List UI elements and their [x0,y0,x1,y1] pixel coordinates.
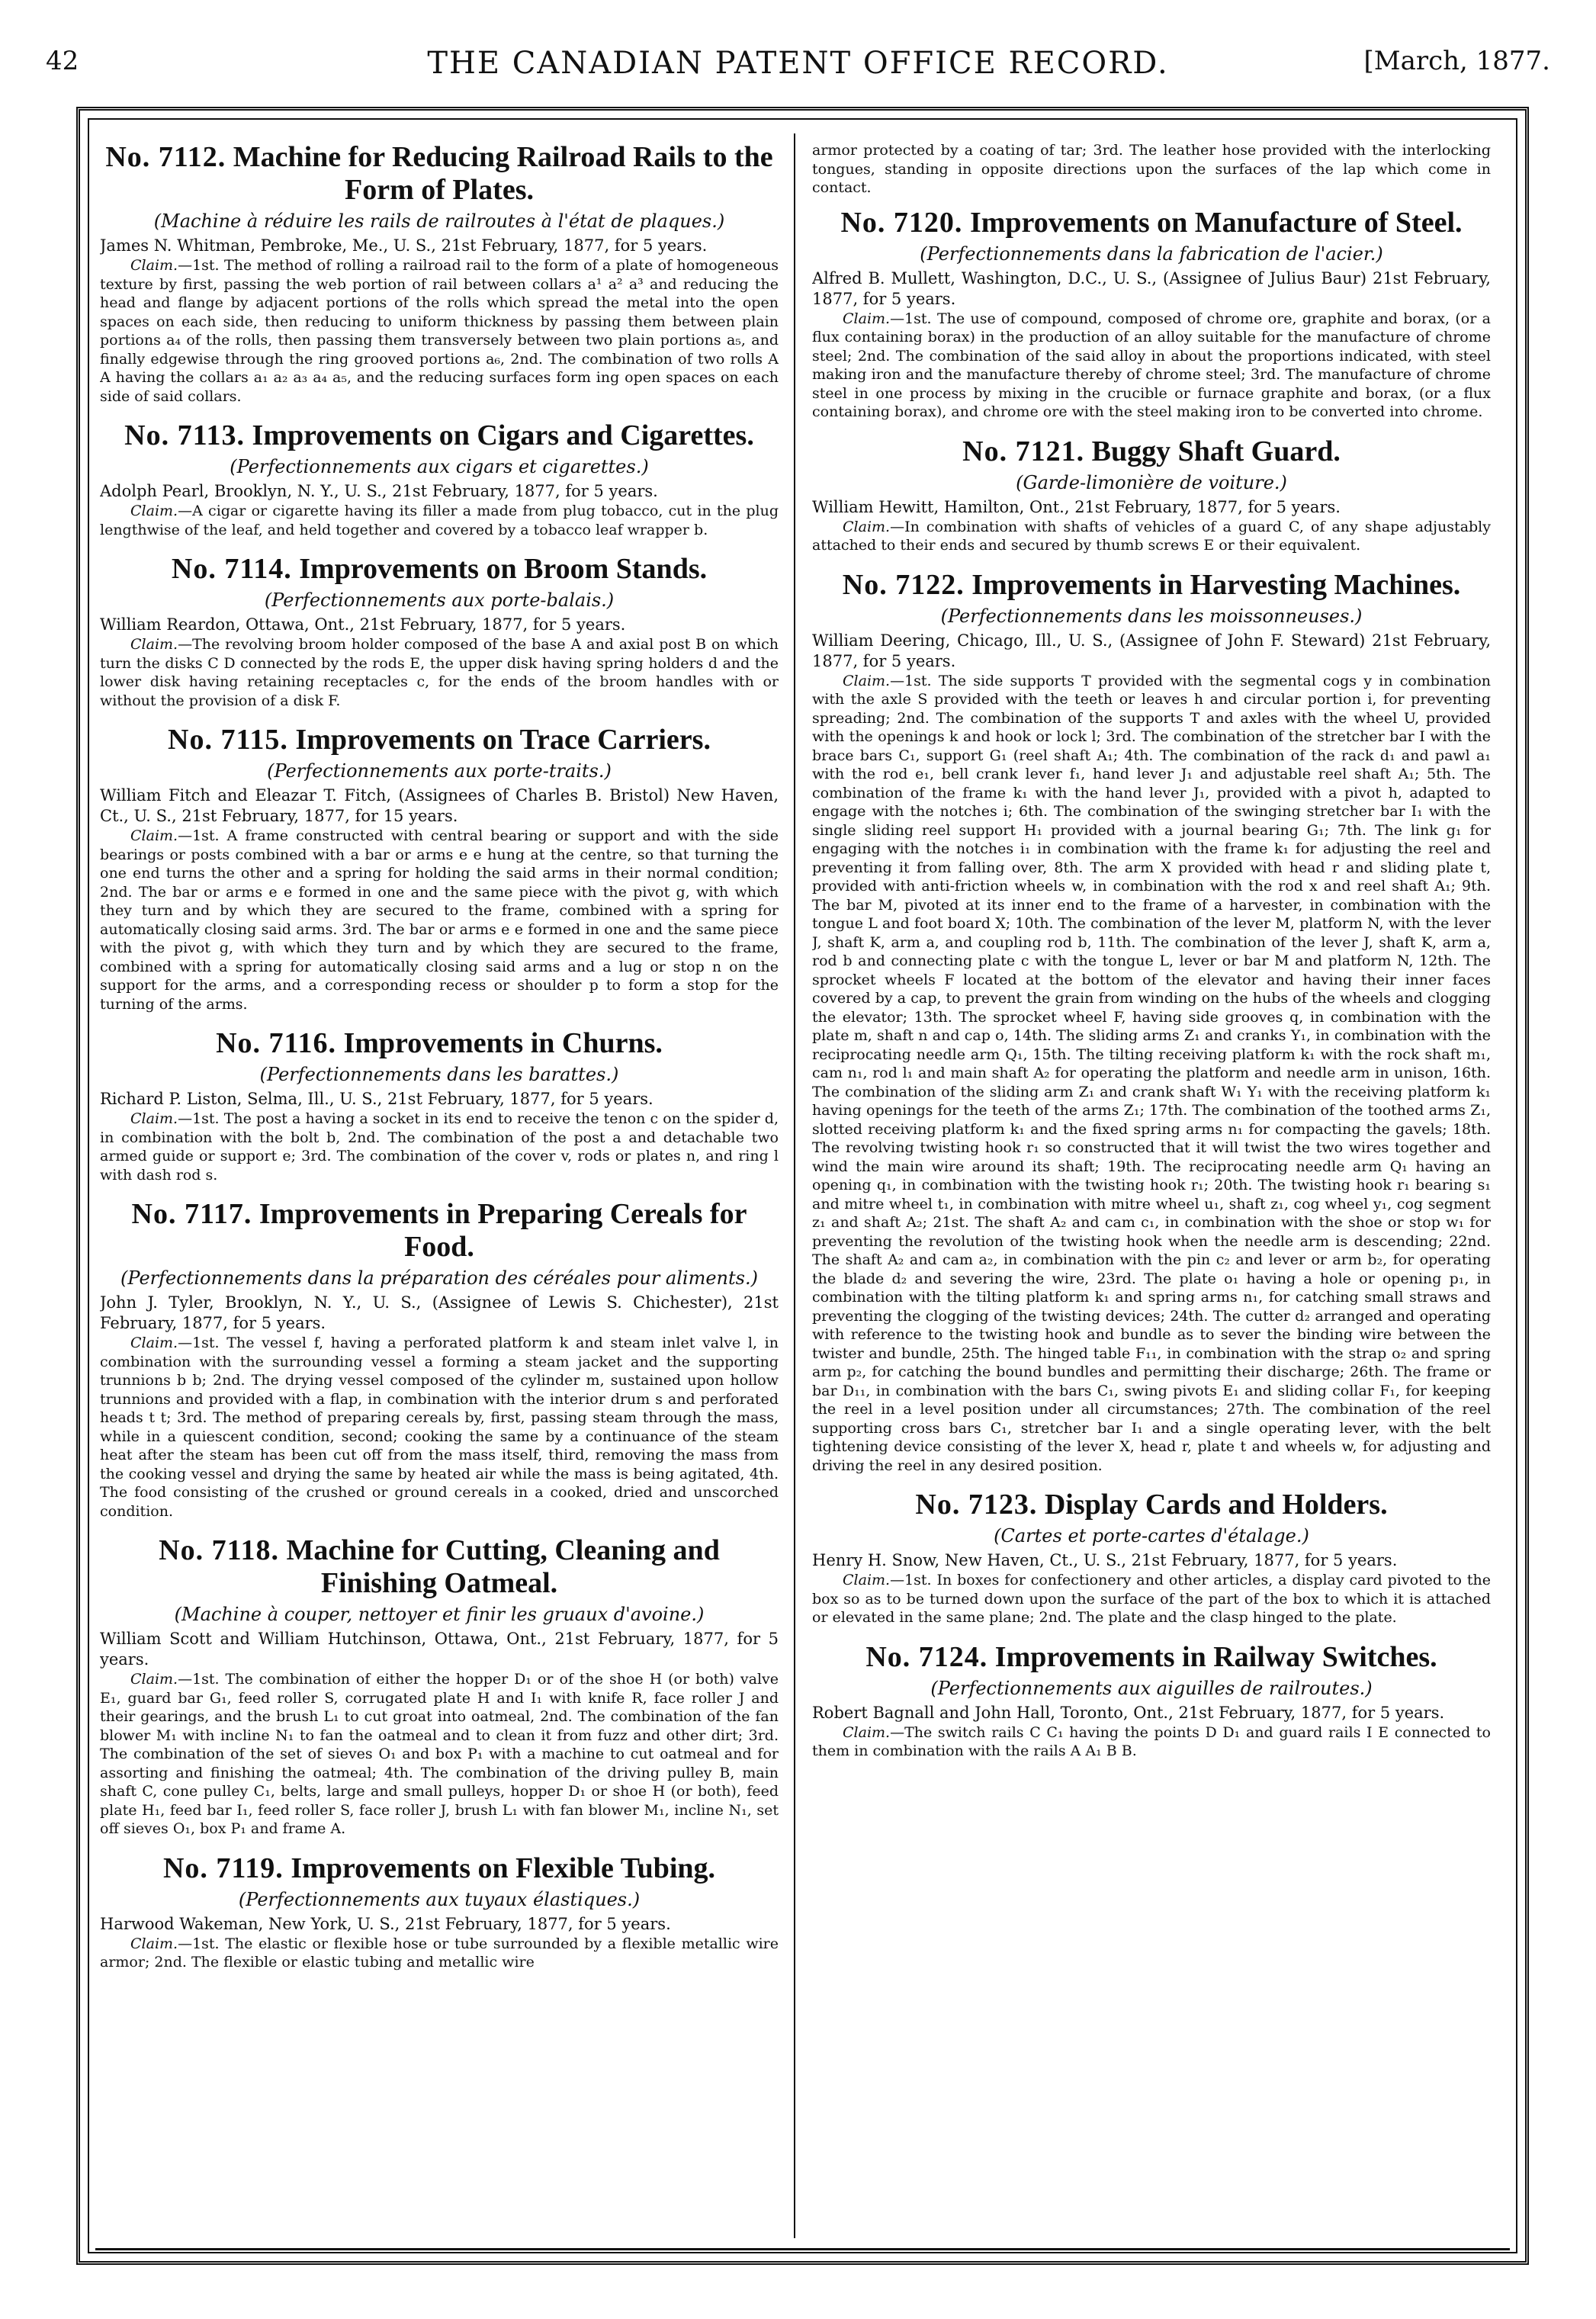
patent-title: Improvements in Railway Switches. [994,1640,1437,1673]
patent-number: No. 7114. [171,553,292,585]
page-frame [76,107,1529,2265]
claim-label: Claim. [843,672,891,689]
inventor-line: Alfred B. Mullett, Washington, D.C., U. S., (Assignee of Julius Baur) 21st February, 1877, for 5 years. [812,268,1491,308]
patent-entry [812,207,1491,422]
claim-label: Claim. [843,1572,891,1588]
claim-text [100,1670,779,1839]
patent-entry [100,1198,779,1521]
patent-heading [100,1852,779,1885]
claim-body: —1st. In boxes for confectionery and other articles, a display card pivoted to the box so as to be turned down upon the surface of the part of the box to which it is attached or elevated in the same plane; 2nd. The plate and the clasp hinged to the plate. [812,1572,1491,1626]
patent-entry [812,569,1491,1476]
claim-label: Claim. [130,1335,178,1351]
patent-title: Improvements in Harvesting Machines. [971,568,1461,601]
patent-heading [100,1198,779,1264]
patent-heading [100,141,779,207]
patent-title: Improvements in Churns. [343,1027,663,1059]
inventor-line: William Reardon, Ottawa, Ont., 21st February, 1877, for 5 years. [100,615,626,634]
french-title: (Perfectionnements dans la préparation des céréales pour aliments.) [120,1267,758,1289]
patent-title: Improvements on Broom Stands. [299,553,708,585]
french-title: (Perfectionnements aux tuyaux élastiques.) [238,1888,641,1910]
claim-text [100,502,779,539]
claim-text [812,1571,1491,1627]
claim-label: Claim. [130,827,178,844]
claim-body: —1st. The side supports T provided with the segmental cogs y in combination with the axle S provided with the teeth or leaves h and circular portion i, for preventing spreading; 2nd. The combination of the supports T and axles with the wheel U, provided with the openings k and hook or lock l; 3rd. The combination of the stretcher bar I with the brace bars C₁, support G₁ (reel shaft A₁; 4th. The combination of the rack d₁ and pawl a₁ with the rod e₁, bell crank lever f₁, hand lever J₁ and adjustable reel shaft A₁; 5th. The combination of the frame k₁ with the hand lever J₁, provided with a pivot h, adapted to engage with the notches i; 6th. The combination of the swinging stretcher bar I₁ with the single sliding reel support H₁ provided with a journal bearing G₁; 7th. The link g₁ for engaging with the notches i₁ in combination with the frame k₁ for adjusting the reel and preventing it from falling over, 8th. The arm X provided with head r and sliding plate t, provided with anti-friction wheels w, in combination with the rod x and reel shaft A₁; 9th. The bar M, pivoted at its inner end to the frame of a harvester, in combination with the tongue L and foot board X; 10th. The combination of the lever M, platform N, with the lever J, shaft K, arm a, and coupling rod b, 11th. The combination of the lever J, shaft K, arm a, rod b and connecting plate c with the tongue L, lever or bar M and platform N, 12th. The sprocket wheels F located at the bottom of the elevator and having their inner faces covered by a cap, to prevent the grain from winding on the hubs of the wheels and clogging the elevator; 13th. The sprocket wheel F, having side grooves q, in combination with the plate m, shaft n and cap o, 14th. The sliding arms Z₁ and cranks Y₁, in combination with the reciprocating needle arm Q₁, 15th. The tilting receiving platform k₁ with the rock shaft m₁, cam n₁, rod l₁ and main shaft A₂ for operating the platform and needle arm in unison, 16th. The combination of the sliding arm Z₁ and crank shaft W₁ Y₁ with the receiving platform k₁ having openings for the teeth of the arms Z₁; 17th. The combination of the toothed arms Z₁, slotted receiving platform k₁ and the fixed spring arms n₁ for compacting the gavels; 18th. The revolving twisting hook r₁ so constructed that it will twist the two wires together and wind the main wire around its shaft; 19th. The reciprocating needle arm Q₁ having an opening q₁, in combination with the twisting hook r₁; 20th. The twisting hook r₁ bearing s₁ and mitre wheel t₁, in combination with mitre wheel u₁, shaft z₁, cog wheel y₁, cog segment z₁ and shaft A₂; 21st. The shaft A₂ and cam c₁, in combination with the shoe or stop w₁ for preventing the revolution of the twisting hook when the needle arm is descending; 22nd. The shaft A₂ and cam a₂, in combination with the pin c₂ and lever or arm b₂, for operating the blade d₂ and severing the wire, 23rd. The plate o₁ having a hole or opening p₁, in combination with the tilting platform k₁ and spring arms n₁, for catching small straws and preventing the clogging of the twisting devices; 24th. The cutter d₂ arranged and operating with reference to the twisting hook and bundle as to sever the binding wire between the twister and bundle, 25th. The hinged table F₁₁, in combination with the strap o₂ and spring arm p₂, for catching the bound bundles and permitting their discharge; 26th. The frame or bar D₁₁, in combination with the bars C₁, swing pivots E₁ and sliding collar F₁, for keeping the reel in a level position under all circumstances; 27th. The combination of the reel supporting cross bars C₁, stretcher bar I₁ and a single operating lever, with the belt tightening device consisting of the lever X, head r, plate t and wheels w, for adjusting and driving the reel in any desired position. [812,672,1491,1474]
french-title: (Perfectionnements dans les moissonneuses.) [940,605,1363,627]
claim-text [100,635,779,710]
patent-number: No. 7122. [842,568,965,601]
patent-number: No. 7116. [216,1027,336,1059]
patent-number: No. 7118. [159,1534,280,1566]
inventor-line: Henry H. Snow, New Haven, Ct., U. S., 21st February, 1877, for 5 years. [812,1551,1398,1569]
patent-entry [100,1852,779,1972]
patent-entry [100,553,779,710]
claim-label: Claim. [130,1671,178,1688]
french-title: (Machine à couper, nettoyer et finir les gruaux d'avoine.) [174,1604,705,1625]
claim-label: Claim. [843,1723,891,1741]
patent-title: Machine for Reducing Railroad Rails to the Form of Plates. [233,141,773,206]
patent-entry [100,1027,779,1184]
claim-text [100,256,779,406]
claim-label: Claim. [843,518,891,535]
patent-entry [100,1534,779,1839]
claim-label: Claim. [130,503,178,519]
page-number: 42 [46,46,79,76]
patent-number: No. 7124. [865,1640,988,1673]
french-title: (Perfectionnements aux porte-traits.) [267,760,612,782]
patent-title: Machine for Cutting, Cleaning and Finishing Oatmeal. [286,1534,720,1599]
claim-text [812,310,1491,422]
claim-body: —1st. The elastic or flexible hose or tube surrounded by a flexible metallic wire armor; 2nd. The flexible or elastic tubing and metallic wire [100,1935,779,1971]
inventor-line: William Fitch and Eleazar T. Fitch, (Assignees of Charles B. Bristol) New Haven, Ct., U. S., 21st February, 1877, for 15 years. [100,786,779,825]
claim-body: —A cigar or cigarette having its filler a made from plug tobacco, cut in the plug lengthwise of the leaf, and held together and covered by a tobacco leaf wrapper b. [100,503,779,538]
inventor-line: John J. Tyler, Brooklyn, N. Y., U. S., (Assignee of Lewis S. Chichester), 21st February, 1877, for 5 years. [100,1293,779,1332]
french-title: (Cartes et porte-cartes d'étalage.) [994,1525,1309,1547]
claim-body: —1st. The combination of either the hopper D₁ or of the shoe H (or both) valve E₁, guard bar G₁, feed roller S, corrugated plate H and I₁ with knife R, face roller J and their gearings, and the brush L₁ to cut groat into oatmeal, 2nd. The combination of the fan blower M₁ with incline N₁ to fan the oatmeal and to clean it from fuzz and other dirt; 3rd. The combination of the set of sieves O₁ and box P₁ with a machine to cut oatmeal and for assorting and finishing the oatmeal; 4th. The combination of the driving pulley B, main shaft C, cone pulley C₁, belts, large and small pulleys, hopper D₁ or shoe H (or both), feed plate H₁, feed bar I₁, feed roller S, face roller J, brush L₁ with fan blower M₁, incline N₁, set off sieves O₁, box P₁ and frame A. [100,1671,779,1837]
claim-label: Claim. [130,257,178,274]
patent-number: No. 7119. [162,1852,284,1884]
patent-title: Improvements on Cigars and Cigarettes. [252,419,754,451]
inventor-line: Richard P. Liston, Selma, Ill., U. S., 21st February, 1877, for 5 years. [100,1090,653,1108]
patent-heading [812,1641,1491,1674]
inventor-line: William Deering, Chicago, Ill., U. S., (Assignee of John F. Steward) 21st February, 1877, for 5 years. [812,631,1491,670]
claim-body: —1st. The post a having a socket in its end to receive the tenon c on the spider d, in combination with the bolt b, 2nd. The combination of the post a and detachable two armed guide or support e; 3rd. The combination of the cover v, rods or plates n, and ring l with dash rod s. [100,1110,779,1184]
claim-body: —The switch rails C C₁ having the points D D₁ and guard rails I E connected to them in combination with the rails A A₁ B B. [812,1723,1491,1759]
patent-number: No. 7115. [168,724,288,756]
continued-claim: armor protected by a coating of tar; 3rd. The leather hose provided with the interlocking tongues, standing in opposite directions upon the surfaces of the lap which come in contact. [812,142,1491,196]
patent-heading [100,1027,779,1060]
claim-text [100,1110,779,1184]
page-header [46,46,1550,92]
publication-title: THE CANADIAN PATENT OFFICE RECORD. [427,46,1169,81]
patent-number: No. 7112. [105,141,226,173]
claim-body: —1st. A frame constructed with central bearing or support and with the side bearings or posts combined with a bar or arms e e hung at the centre, so that turning the one end turns the other and a spring for holding the said arms in their normal condition; 2nd. The bar or arms e e formed in one and the same piece with the pivot g, with which they turn and by which they are secured to the frame, combined with a spring for automatically closing said arms. 3rd. The bar or arms e e formed in one and the same piece with the pivot g, with which they turn and by which they are secured to the frame, combined with a spring for automatically closing said arms and a lug or stop n on the support for the arms, and a corresponding recess or shoulder p to form a stop for the turning of the arms. [100,827,779,1013]
patent-number: No. 7117. [131,1198,252,1230]
patent-heading [812,435,1491,468]
patent-title: Improvements on Trace Carriers. [295,724,711,756]
patent-heading [812,569,1491,602]
patent-entry [100,141,779,406]
patent-heading [812,1489,1491,1521]
claim-label: Claim. [130,636,178,653]
french-title: (Perfectionnements aux cigars et cigarettes.) [230,456,649,477]
claim-text [100,1935,779,1972]
patent-entry [100,724,779,1013]
patent-title: Buggy Shaft Guard. [1091,435,1341,467]
patent-entry [812,1489,1491,1627]
french-title: (Perfectionnements aux porte-balais.) [264,589,615,611]
claim-body: —1st. The method of rolling a railroad rail to the form of a plate of homogeneous texture by first, passing the web portion of rail between collars a¹ a² a³ and reducing the head and flange by adjacent portions of the rolls which spread the metal into the open spaces on each side, then reducing to uniform thickness by passing them between plain portions a₄ of the rolls, then passing them transversely between two plain portions a₅, and finally edgewise through the ring grooved portions a₆, 2nd. The combination of two rolls A A having the collars a₁ a₂ a₃ a₄ a₅, and the reducing surfaces form ing open spaces on each side of said collars. [100,257,779,405]
patent-heading [100,1534,779,1600]
claim-label: Claim. [843,310,891,327]
bottom-rule [95,2248,1510,2250]
patent-number: No. 7121. [962,435,1085,467]
patent-number: No. 7120. [840,206,963,239]
french-title: (Perfectionnements dans les barattes.) [259,1064,619,1085]
left-column [100,141,779,2238]
claim-label: Claim. [130,1110,178,1127]
claim-text [812,1723,1491,1761]
patent-title: Improvements on Flexible Tubing. [291,1852,716,1884]
patent-number: No. 7113. [124,419,246,451]
claim-label: Claim. [130,1935,178,1952]
claim-body: —The revolving broom holder composed of the base A and axial post B on which turn the disks C D connected by the rods E, the upper disk having spring holders d and the lower disk having retaining receptacles c, for the ends of the broom handles with or without the provision of a disk F. [100,636,779,709]
claim-text [812,518,1491,555]
patent-heading [100,724,779,756]
patent-title: Improvements on Manufacture of Steel. [969,206,1463,239]
inventor-line: Harwood Wakeman, New York, U. S., 21st February, 1877, for 5 years. [100,1914,671,1933]
claim-text [812,672,1491,1476]
patent-heading [812,207,1491,239]
patent-title: Improvements in Preparing Cereals for Food. [259,1198,747,1263]
french-title: (Perfectionnements dans la fabrication de l'acier.) [920,242,1383,265]
inventor-line: William Scott and William Hutchinson, Ottawa, Ont., 21st February, 1877, for 5 years. [100,1630,779,1669]
patent-number: No. 7123. [915,1489,1038,1521]
patent-heading [100,553,779,586]
right-column [812,141,1491,2238]
patent-entry [812,1641,1491,1761]
patent-title: Display Cards and Holders. [1044,1489,1388,1521]
claim-text [100,827,779,1013]
french-title: (Machine à réduire les rails de railroutes à l'état de plaques.) [153,210,725,232]
inventor-line: William Hewitt, Hamilton, Ont., 21st February, 1877, for 5 years. [812,497,1341,516]
inventor-line: Robert Bagnall and John Hall, Toronto, Ont., 21st February, 1877, for 5 years. [812,1703,1445,1722]
claim-body: —In combination with shafts of vehicles of a guard C, of any shape adjustably attached to their ends and secured by thumb screws E or their equivalent. [812,518,1491,554]
french-title: (Perfectionnements aux aiguilles de railroutes.) [930,1677,1373,1699]
claim-body: —1st. The vessel f, having a perforated platform k and steam inlet valve l, in combination with the surrounding vessel a forming a steam jacket and the supporting trunnions b b; 2nd. The drying vessel composed of the cylinder m, sustained upon hollow trunnions and provided with a flap, in combination with the interior drum s and perforated heads t t; 3rd. The method of preparing cereals by, first, passing steam through the mass, while in a quiescent condition, second; cooking the same by a continuance of the steam heat after the steam has been cut off from the mass itself, third, removing the mass from the cooking vessel and drying the same by heated air while the mass is being agitated, 4th. The food consisting of the crushed or ground cereals in a cooked, dried and unscorched condition. [100,1335,779,1520]
patent-heading [100,419,779,452]
inventor-line: Adolph Pearl, Brooklyn, N. Y., U. S., 21st February, 1877, for 5 years. [100,482,658,500]
french-title: (Garde-limonière de voiture.) [1016,471,1287,493]
patent-entry [812,435,1491,555]
claim-text [100,1334,779,1521]
issue-date: [March, 1877. [1363,46,1550,76]
column-divider [794,133,795,2238]
claim-body: —1st. The use of compound, composed of chrome ore, graphite and borax, (or a flux containing borax) in the production of an alloy suitable for the manufacture of chrome steel; 2nd. The combination of the said alloy in about the proportions indicated, with steel making iron and the manufacture thereby of chrome steel; 3rd. The manufacture of chrome steel in one process by mixing in the crucible or furnace graphite and borax, (or a flux containing borax), and chrome ore with the steel making iron to be converted into chrome. [812,310,1491,420]
right-column-entries [812,207,1491,1761]
inventor-line: James N. Whitman, Pembroke, Me., U. S., 21st February, 1877, for 5 years. [100,236,708,255]
patent-entry [100,419,779,539]
